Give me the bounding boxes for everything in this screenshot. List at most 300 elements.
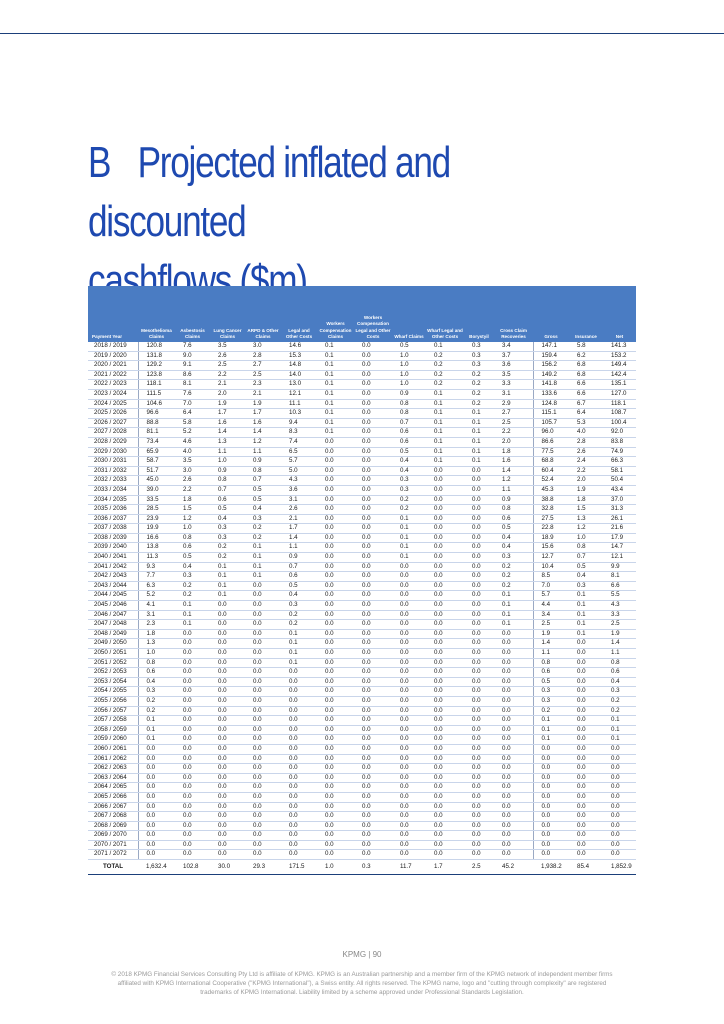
table-cell: 6.4 — [569, 409, 603, 419]
table-cell: 14.6 — [281, 342, 317, 351]
payment-year-cell: 2049 / 2050 — [88, 639, 138, 649]
table-cell: 0.2 — [392, 495, 426, 505]
table-cell: 0.0 — [569, 649, 603, 659]
table-cell: 0.0 — [175, 754, 210, 764]
table-row — [88, 677, 636, 687]
table-cell: 0.4 — [281, 591, 317, 601]
table-cell: 0.0 — [317, 610, 354, 620]
table-cell: 0.1 — [603, 725, 636, 735]
table-cell: 0.0 — [354, 649, 392, 659]
table-cell: 0.0 — [354, 629, 392, 639]
table-cell: 0.0 — [281, 677, 317, 687]
table-cell: 0.3 — [210, 533, 245, 543]
total-cell: 102.8 — [175, 860, 210, 875]
table-row — [88, 342, 636, 351]
table-cell: 129.2 — [138, 361, 175, 371]
table-cell: 0.0 — [317, 485, 354, 495]
table-cell: 1.1 — [245, 447, 281, 457]
table-row — [88, 687, 636, 697]
total-cell: 1.0 — [317, 860, 354, 875]
table-cell: 0.0 — [354, 476, 392, 486]
table-cell: 4.3 — [281, 476, 317, 486]
table-cell: 0.3 — [392, 476, 426, 486]
table-cell: 0.0 — [494, 802, 533, 812]
table-cell: 0.0 — [354, 581, 392, 591]
total-cell: 1,938.2 — [533, 860, 569, 875]
table-cell: 0.1 — [392, 553, 426, 563]
payment-year-cell: 2021 / 2022 — [88, 370, 138, 380]
table-cell: 0.0 — [494, 773, 533, 783]
table-cell: 0.0 — [317, 821, 354, 831]
table-cell: 0.0 — [464, 735, 494, 745]
table-cell: 0.1 — [138, 725, 175, 735]
table-cell: 0.0 — [464, 581, 494, 591]
table-cell: 0.5 — [392, 342, 426, 351]
table-row — [88, 812, 636, 822]
total-cell: 11.7 — [392, 860, 426, 875]
payment-year-cell: 2022 / 2023 — [88, 380, 138, 390]
payment-year-cell: 2039 / 2040 — [88, 543, 138, 553]
payment-year-cell: 2046 / 2047 — [88, 610, 138, 620]
table-cell: 1.6 — [245, 418, 281, 428]
table-cell: 0.1 — [426, 437, 464, 447]
table-cell: 0.3 — [494, 553, 533, 563]
table-cell: 0.0 — [392, 792, 426, 802]
table-cell: 0.0 — [317, 620, 354, 630]
table-cell: 0.0 — [426, 505, 464, 515]
table-cell: 0.0 — [464, 505, 494, 515]
table-cell: 0.0 — [354, 601, 392, 611]
table-cell: 15.3 — [281, 351, 317, 361]
table-cell: 0.2 — [210, 543, 245, 553]
table-cell: 0.5 — [210, 505, 245, 515]
table-cell: 0.4 — [138, 677, 175, 687]
table-cell: 0.0 — [569, 658, 603, 668]
table-cell: 0.0 — [210, 821, 245, 831]
column-header: Asbestosis Claims — [180, 327, 205, 340]
table-row — [88, 351, 636, 361]
table-cell: 60.4 — [533, 466, 569, 476]
payment-year-cell: 2024 / 2025 — [88, 399, 138, 409]
table-cell: 0.0 — [392, 610, 426, 620]
table-cell: 0.0 — [175, 687, 210, 697]
table-cell: 0.1 — [569, 629, 603, 639]
table-cell: 12.7 — [533, 553, 569, 563]
table-cell: 6.2 — [569, 351, 603, 361]
column-header: Net — [615, 334, 624, 340]
table-cell: 0.7 — [392, 418, 426, 428]
table-cell: 2.2 — [175, 485, 210, 495]
table-cell: 0.0 — [392, 725, 426, 735]
table-cell: 74.9 — [603, 447, 636, 457]
table-cell: 0.0 — [464, 533, 494, 543]
payment-year-cell: 2069 / 2070 — [88, 831, 138, 841]
table-cell: 0.0 — [533, 773, 569, 783]
payment-year-cell: 2043 / 2044 — [88, 581, 138, 591]
table-cell: 2.0 — [210, 389, 245, 399]
table-cell: 1.1 — [533, 649, 569, 659]
table-cell: 0.1 — [494, 620, 533, 630]
table-row — [88, 744, 636, 754]
table-cell: 3.1 — [138, 610, 175, 620]
table-row — [88, 524, 636, 534]
table-cell: 0.0 — [281, 735, 317, 745]
table-cell: 0.0 — [245, 744, 281, 754]
table-cell: 156.2 — [533, 361, 569, 371]
table-cell: 0.0 — [569, 677, 603, 687]
table-row — [88, 361, 636, 371]
table-cell: 0.0 — [464, 773, 494, 783]
table-cell: 0.0 — [210, 658, 245, 668]
table-cell: 0.0 — [175, 831, 210, 841]
table-cell: 0.0 — [426, 668, 464, 678]
table-row — [88, 514, 636, 524]
total-cell: 29.3 — [245, 860, 281, 875]
table-cell: 0.0 — [464, 668, 494, 678]
table-cell: 0.0 — [210, 696, 245, 706]
table-row — [88, 840, 636, 850]
column-header: Payment Year — [92, 334, 123, 340]
payment-year-cell: 2057 / 2058 — [88, 716, 138, 726]
table-cell: 120.8 — [138, 342, 175, 351]
table-cell: 0.0 — [464, 658, 494, 668]
table-cell: 0.0 — [392, 629, 426, 639]
table-cell: 1.0 — [392, 380, 426, 390]
table-cell: 0.0 — [494, 735, 533, 745]
payment-year-cell: 2054 / 2055 — [88, 687, 138, 697]
table-row — [88, 457, 636, 467]
table-cell: 0.0 — [317, 754, 354, 764]
table-cell: 0.0 — [281, 831, 317, 841]
table-cell: 0.0 — [464, 591, 494, 601]
table-cell: 5.7 — [533, 591, 569, 601]
table-cell: 0.0 — [245, 850, 281, 860]
table-cell: 3.5 — [210, 342, 245, 351]
table-cell: 0.1 — [494, 601, 533, 611]
table-cell: 0.3 — [464, 361, 494, 371]
table-cell: 2.6 — [175, 476, 210, 486]
table-cell: 1.9 — [245, 399, 281, 409]
table-cell: 0.0 — [569, 773, 603, 783]
table-cell: 0.4 — [175, 562, 210, 572]
table-cell: 51.7 — [138, 466, 175, 476]
table-cell: 0.0 — [569, 706, 603, 716]
table-cell: 0.0 — [138, 744, 175, 754]
table-cell: 3.5 — [494, 370, 533, 380]
table-row — [88, 591, 636, 601]
table-cell: 17.9 — [603, 533, 636, 543]
table-row — [88, 716, 636, 726]
table-cell: 0.0 — [317, 812, 354, 822]
table-cell: 0.4 — [603, 677, 636, 687]
top-rule — [0, 33, 724, 34]
table-cell: 100.4 — [603, 418, 636, 428]
table-cell: 0.0 — [138, 792, 175, 802]
payment-year-cell: 2050 / 2051 — [88, 649, 138, 659]
table-cell: 0.0 — [210, 735, 245, 745]
table-cell: 0.0 — [603, 821, 636, 831]
table-cell: 0.0 — [464, 466, 494, 476]
table-cell: 0.0 — [533, 792, 569, 802]
table-row — [88, 658, 636, 668]
table-cell: 1.0 — [175, 524, 210, 534]
table-cell: 0.0 — [175, 850, 210, 860]
table-cell: 0.6 — [603, 668, 636, 678]
table-cell: 2.5 — [245, 370, 281, 380]
table-cell: 0.1 — [569, 620, 603, 630]
table-cell: 0.2 — [464, 370, 494, 380]
table-cell: 1.5 — [175, 505, 210, 515]
table-cell: 0.0 — [426, 850, 464, 860]
table-row — [88, 409, 636, 419]
table-cell: 0.8 — [392, 409, 426, 419]
table-cell: 0.0 — [175, 764, 210, 774]
table-cell: 0.0 — [569, 831, 603, 841]
payment-year-cell: 2030 / 2031 — [88, 457, 138, 467]
table-cell: 0.6 — [281, 572, 317, 582]
table-cell: 16.6 — [138, 533, 175, 543]
table-cell: 5.8 — [175, 418, 210, 428]
table-cell: 37.0 — [603, 495, 636, 505]
table-row — [88, 562, 636, 572]
table-cell: 0.7 — [569, 553, 603, 563]
table-cell: 0.0 — [426, 735, 464, 745]
payment-year-cell: 2063 / 2064 — [88, 773, 138, 783]
table-cell: 0.1 — [138, 735, 175, 745]
payment-year-cell: 2029 / 2030 — [88, 447, 138, 457]
table-cell: 0.0 — [426, 543, 464, 553]
table-row — [88, 485, 636, 495]
payment-year-cell: 2055 / 2056 — [88, 696, 138, 706]
table-cell: 1.1 — [603, 649, 636, 659]
table-cell: 0.5 — [281, 581, 317, 591]
legal-line: affiliated with KPMG International Cooperative ("KPMG International"), a Swiss entity. All rights reserved. The KPMG name, logo and "cutting through complexity" are registered — [117, 980, 607, 987]
table-cell: 0.0 — [392, 572, 426, 582]
table-cell: 0.0 — [426, 466, 464, 476]
table-cell: 0.0 — [464, 572, 494, 582]
table-cell: 0.0 — [175, 668, 210, 678]
table-cell: 0.0 — [392, 840, 426, 850]
table-cell: 2.1 — [210, 380, 245, 390]
table-cell: 0.6 — [138, 668, 175, 678]
table-cell: 0.0 — [317, 543, 354, 553]
table-cell: 0.0 — [426, 744, 464, 754]
table-cell: 0.0 — [317, 447, 354, 457]
table-cell: 10.3 — [281, 409, 317, 419]
payment-year-cell: 2070 / 2071 — [88, 840, 138, 850]
table-cell: 0.0 — [175, 773, 210, 783]
table-cell: 0.1 — [317, 418, 354, 428]
table-cell: 0.2 — [494, 572, 533, 582]
table-cell: 38.8 — [533, 495, 569, 505]
table-cell: 0.0 — [281, 840, 317, 850]
table-cell: 1.8 — [175, 495, 210, 505]
table-cell: 0.0 — [464, 639, 494, 649]
table-cell: 0.0 — [426, 485, 464, 495]
table-cell: 1.2 — [245, 437, 281, 447]
table-cell: 0.2 — [464, 399, 494, 409]
table-cell: 4.4 — [533, 601, 569, 611]
table-cell: 0.0 — [494, 840, 533, 850]
table-cell: 0.0 — [210, 620, 245, 630]
payment-year-cell: 2064 / 2065 — [88, 783, 138, 793]
table-cell: 0.1 — [210, 591, 245, 601]
table-cell: 0.0 — [210, 850, 245, 860]
column-header: Wharf Legal and Other Costs — [427, 327, 463, 340]
table-cell: 0.0 — [494, 725, 533, 735]
table-cell: 0.3 — [533, 687, 569, 697]
table-cell: 0.0 — [317, 831, 354, 841]
table-cell: 1.1 — [281, 543, 317, 553]
table-cell: 0.8 — [138, 658, 175, 668]
table-cell: 149.4 — [603, 361, 636, 371]
table-cell: 0.0 — [392, 581, 426, 591]
table-cell: 0.1 — [245, 543, 281, 553]
table-cell: 0.0 — [210, 831, 245, 841]
table-cell: 1.8 — [138, 629, 175, 639]
table-cell: 0.0 — [354, 437, 392, 447]
table-cell: 0.0 — [464, 821, 494, 831]
table-cell: 1.2 — [569, 524, 603, 534]
table-cell: 0.0 — [317, 725, 354, 735]
table-row — [88, 389, 636, 399]
table-cell: 0.1 — [317, 399, 354, 409]
table-cell: 0.0 — [210, 639, 245, 649]
table-cell: 0.0 — [392, 668, 426, 678]
table-row — [88, 668, 636, 678]
table-cell: 0.0 — [281, 764, 317, 774]
table-cell: 1.6 — [210, 418, 245, 428]
table-cell: 0.0 — [317, 639, 354, 649]
table-cell: 0.0 — [603, 773, 636, 783]
table-cell: 0.4 — [392, 457, 426, 467]
table-cell: 0.4 — [210, 514, 245, 524]
table-cell: 118.1 — [603, 399, 636, 409]
table-cell: 6.5 — [281, 447, 317, 457]
table-cell: 6.7 — [569, 399, 603, 409]
table-row — [88, 581, 636, 591]
table-cell: 8.1 — [175, 380, 210, 390]
table-cell: 0.1 — [426, 409, 464, 419]
table-cell: 0.2 — [426, 380, 464, 390]
table-cell: 0.0 — [464, 840, 494, 850]
table-cell: 0.0 — [426, 639, 464, 649]
payment-year-cell: 2028 / 2029 — [88, 437, 138, 447]
page-number: KPMG | 90 — [342, 950, 382, 959]
table-cell: 0.0 — [426, 687, 464, 697]
table-cell: 0.2 — [245, 533, 281, 543]
column-header: Workers Compensation Claims — [319, 321, 352, 340]
table-cell: 0.0 — [354, 754, 392, 764]
table-cell: 0.0 — [464, 802, 494, 812]
table-cell: 142.4 — [603, 370, 636, 380]
table-cell: 0.0 — [245, 783, 281, 793]
table-cell: 1.0 — [210, 457, 245, 467]
table-cell: 0.1 — [569, 591, 603, 601]
table-cell: 0.0 — [281, 802, 317, 812]
table-cell: 2.3 — [138, 620, 175, 630]
table-cell: 0.0 — [464, 792, 494, 802]
table-cell: 0.0 — [175, 802, 210, 812]
table-total-row — [88, 860, 636, 875]
table-cell: 19.9 — [138, 524, 175, 534]
payment-year-cell: 2048 / 2049 — [88, 629, 138, 639]
table-cell: 0.1 — [464, 409, 494, 419]
table-cell: 0.0 — [426, 610, 464, 620]
table-cell: 0.2 — [210, 553, 245, 563]
table-cell: 0.0 — [175, 792, 210, 802]
table-cell: 0.0 — [392, 764, 426, 774]
table-cell: 7.0 — [533, 581, 569, 591]
table-cell: 0.0 — [354, 792, 392, 802]
table-cell: 0.0 — [354, 831, 392, 841]
table-cell: 0.0 — [464, 524, 494, 534]
table-cell: 0.0 — [464, 754, 494, 764]
table-cell: 14.8 — [281, 361, 317, 371]
table-cell: 2.2 — [569, 466, 603, 476]
table-cell: 0.0 — [354, 409, 392, 419]
table-cell: 0.0 — [392, 850, 426, 860]
table-cell: 2.1 — [281, 514, 317, 524]
table-cell: 0.0 — [494, 687, 533, 697]
table-cell: 0.0 — [210, 629, 245, 639]
table-cell: 0.0 — [603, 783, 636, 793]
table-cell: 0.1 — [210, 562, 245, 572]
table-cell: 115.1 — [533, 409, 569, 419]
table-cell: 1.4 — [210, 428, 245, 438]
table-cell: 0.1 — [426, 389, 464, 399]
table-cell: 0.0 — [245, 773, 281, 783]
table-cell: 0.1 — [464, 447, 494, 457]
table-cell: 0.0 — [354, 821, 392, 831]
column-header: Borystyil — [469, 334, 489, 340]
table-cell: 0.2 — [281, 620, 317, 630]
table-cell: 0.3 — [533, 696, 569, 706]
table-cell: 0.1 — [281, 658, 317, 668]
table-cell: 2.7 — [494, 409, 533, 419]
table-cell: 0.2 — [245, 524, 281, 534]
table-cell: 0.0 — [138, 773, 175, 783]
table-cell: 0.0 — [494, 668, 533, 678]
table-cell: 0.8 — [175, 533, 210, 543]
table-cell: 0.3 — [464, 351, 494, 361]
table-cell: 0.0 — [603, 831, 636, 841]
table-body — [88, 342, 636, 860]
table-cell: 0.2 — [426, 361, 464, 371]
table-cell: 0.0 — [210, 812, 245, 822]
table-cell: 0.2 — [175, 581, 210, 591]
table-cell: 0.0 — [426, 725, 464, 735]
table-cell: 0.1 — [494, 610, 533, 620]
table-cell: 0.0 — [138, 754, 175, 764]
table-cell: 0.0 — [426, 831, 464, 841]
table-cell: 3.7 — [494, 351, 533, 361]
table-cell: 0.0 — [569, 744, 603, 754]
table-cell: 1.5 — [569, 505, 603, 515]
table-cell: 0.0 — [354, 418, 392, 428]
table-cell: 0.0 — [494, 658, 533, 668]
table-cell: 0.0 — [175, 696, 210, 706]
table-cell: 6.8 — [569, 370, 603, 380]
table-cell: 1.0 — [569, 533, 603, 543]
table-cell: 0.1 — [317, 380, 354, 390]
table-cell: 0.0 — [245, 639, 281, 649]
table-cell: 0.0 — [392, 601, 426, 611]
total-cell: 85.4 — [569, 860, 603, 875]
table-cell: 0.3 — [138, 687, 175, 697]
table-cell: 8.5 — [533, 572, 569, 582]
table-cell: 0.0 — [354, 840, 392, 850]
